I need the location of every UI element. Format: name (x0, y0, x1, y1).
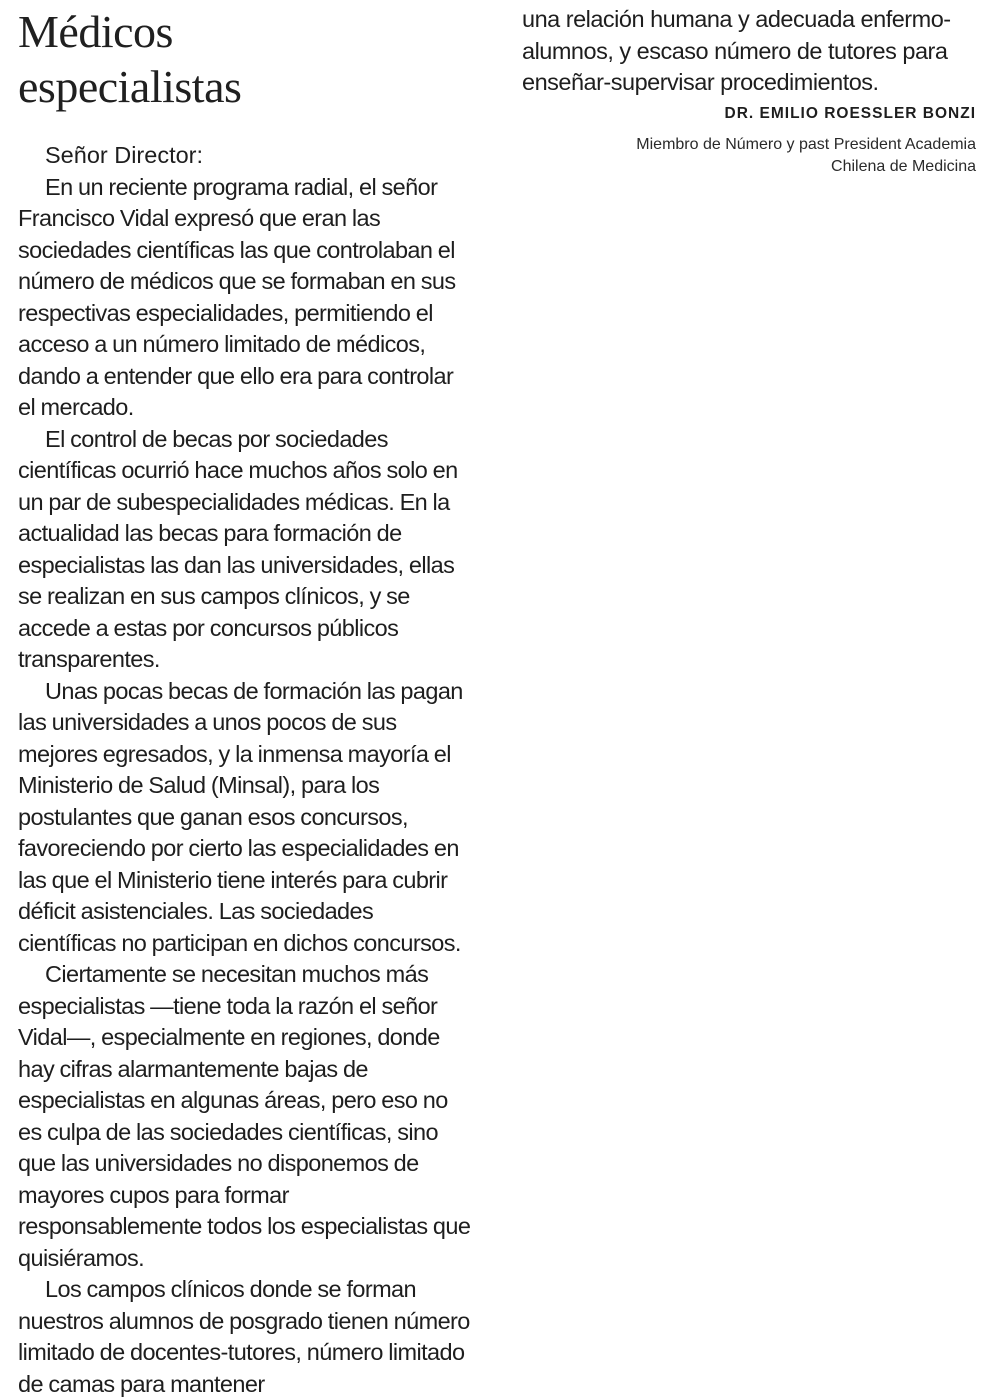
letter-headline (18, 4, 473, 114)
affiliation-line-1: Miembro de Número y past President Academia (636, 136, 976, 153)
author-affiliation (522, 134, 976, 178)
letter-body (18, 172, 473, 1400)
paragraph-continuation: una relación humana y adecuada enfermo-alumnos, y escaso número de tutores para enseñar-supervisar procedimientos. (522, 4, 976, 99)
paragraph-5: Los campos clínicos donde se forman nuestros alumnos de posgrado tienen número limitado de docentes-tutores, número limitado de camas para mantener (18, 1274, 473, 1400)
paragraph-2: El control de becas por sociedades científicas ocurrió hace muchos años solo en un par de subespecialidades médicas. En la actualidad las becas para formación de especialistas las dan las universidades, ellas se realizan en sus campos clínicos, y se accede a estas por concursos públicos transparentes. (18, 424, 473, 676)
right-column (522, 4, 976, 178)
left-column (18, 0, 473, 1400)
paragraph-1: En un reciente programa radial, el señor Francisco Vidal expresó que eran las sociedades científicas las que controlaban el número de médicos que se formaban en sus respectivas especialidades, permitiendo el acceso a un número limitado de médicos, dando a entender que ello era para controlar el mercado. (18, 172, 473, 424)
paragraph-4: Ciertamente se necesitan muchos más especialistas —tiene toda la razón el señor Vidal—, especialmente en regiones, donde hay cifras alarmantemente bajas de especialistas en algunas áreas, pero eso no es culpa de las sociedades científicas, sino que las universidades no disponemos de mayores cupos para formar responsablemente todos los especialistas que quisiéramos. (18, 959, 473, 1274)
author-signature: DR. EMILIO ROESSLER BONZI (522, 104, 976, 124)
headline-line-1: Médicos (18, 6, 173, 57)
salutation: Señor Director: (18, 140, 473, 172)
paragraph-3: Unas pocas becas de formación las pagan las universidades a unos pocos de sus mejores egresados, y la inmensa mayoría el Ministerio de Salud (Minsal), para los postulantes que ganan esos concursos, favoreciendo por cierto las especialidades en las que el Ministerio tiene interés para cubrir déficit asistenciales. Las sociedades científicas no participan en dichos concursos. (18, 676, 473, 960)
headline-line-2: especialistas (18, 61, 241, 112)
affiliation-line-2: Chilena de Medicina (831, 158, 976, 175)
